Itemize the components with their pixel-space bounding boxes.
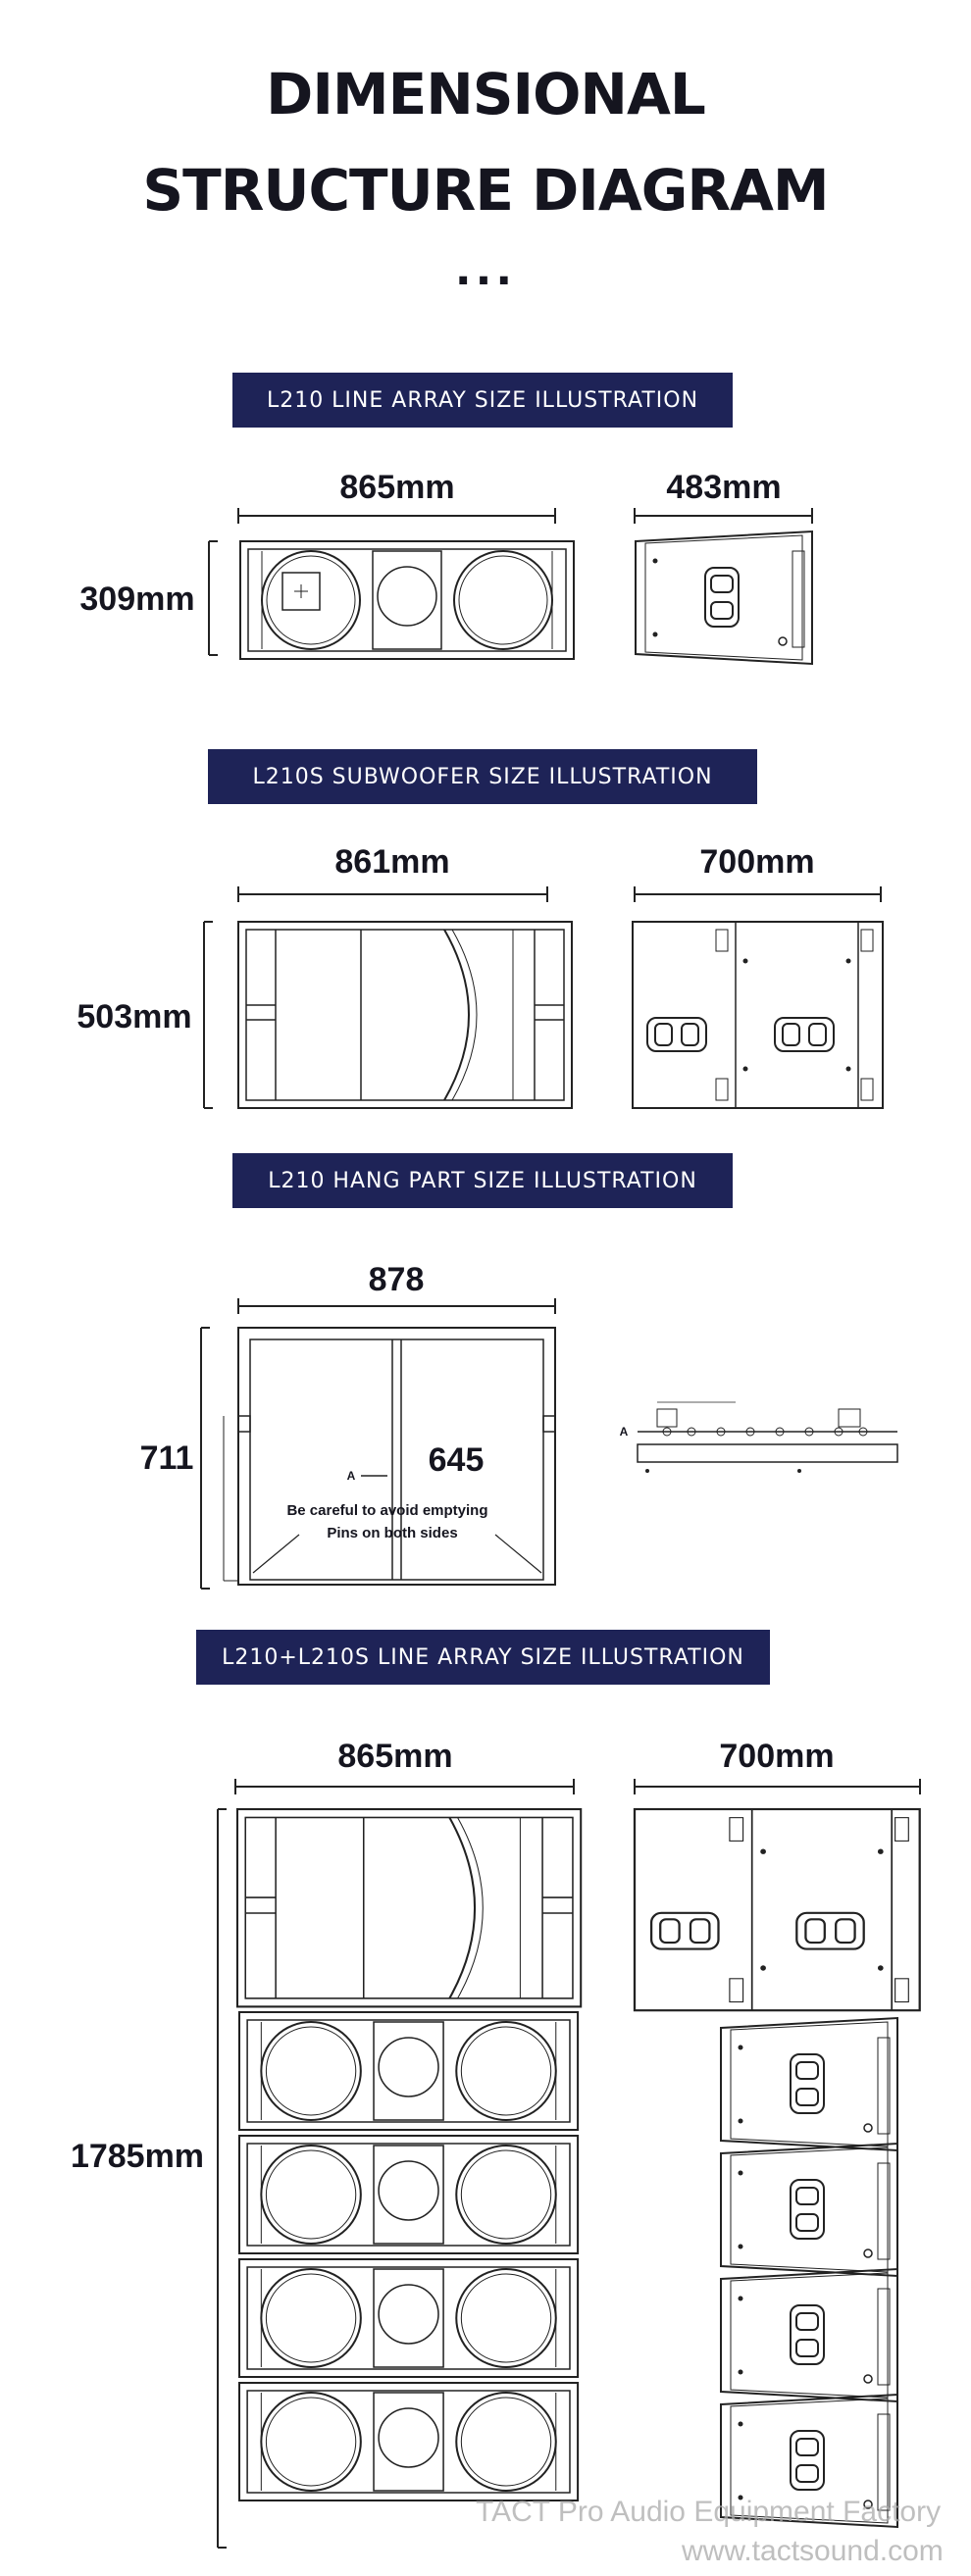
l210s-front-view xyxy=(238,922,572,1108)
page-title-line2: STRUCTURE DIAGRAM xyxy=(142,157,829,224)
l210s-height-dimension xyxy=(204,922,213,1108)
l210s-width-dimension xyxy=(238,886,547,902)
banner-l210: L210 LINE ARRAY SIZE ILLUSTRATION xyxy=(232,373,733,428)
l210s-depth-label: 700mm xyxy=(699,843,815,881)
combo-height-label: 1785mm xyxy=(70,2138,205,2175)
combo-side-stack xyxy=(635,1809,920,2527)
banner-l210s: L210S SUBWOOFER SIZE ILLUSTRATION xyxy=(208,749,757,804)
watermark-line1: TACT Pro Audio Equipment Factory xyxy=(476,2496,942,2528)
l210-front-view xyxy=(240,541,574,659)
hang-side-marker-a: A xyxy=(619,1425,629,1439)
hang-marker-a: A xyxy=(346,1469,356,1483)
l210-height-dimension xyxy=(209,541,218,655)
l210-width-label: 865mm xyxy=(339,469,455,506)
hang-height-label: 711 xyxy=(139,1440,194,1477)
title-ellipsis: ... xyxy=(454,245,517,295)
l210-height-label: 309mm xyxy=(79,581,195,618)
hang-side-bar-drawing xyxy=(638,1402,897,1473)
hang-width-dimension xyxy=(238,1298,555,1314)
hang-note-line2: Pins on both sides xyxy=(327,1525,458,1541)
hang-note-line1: Be careful to avoid emptying xyxy=(286,1502,488,1519)
page-title-line1: DIMENSIONAL xyxy=(266,61,705,127)
hang-inner-label: 645 xyxy=(428,1441,485,1479)
hang-width-label: 878 xyxy=(368,1261,425,1298)
l210-depth-label: 483mm xyxy=(666,469,782,506)
banner-combo: L210+L210S LINE ARRAY SIZE ILLUSTRATION xyxy=(196,1630,770,1685)
hang-frame-drawing xyxy=(224,1328,555,1585)
combo-height-dimension xyxy=(218,1809,227,2548)
l210-depth-dimension xyxy=(635,508,812,524)
combo-depth-dimension xyxy=(635,1779,920,1794)
combo-width-dimension xyxy=(235,1779,574,1794)
combo-front-stack xyxy=(237,1809,581,2500)
l210s-width-label: 861mm xyxy=(334,843,450,881)
combo-depth-label: 700mm xyxy=(719,1738,835,1775)
l210-side-view xyxy=(636,531,812,664)
watermark-line2: www.tactsound.com xyxy=(682,2535,944,2567)
hang-height-dimension xyxy=(201,1328,210,1589)
combo-width-label: 865mm xyxy=(337,1738,453,1775)
banner-hang: L210 HANG PART SIZE ILLUSTRATION xyxy=(232,1153,733,1208)
l210s-side-view xyxy=(633,922,883,1108)
l210-width-dimension xyxy=(238,508,555,524)
l210s-depth-dimension xyxy=(635,886,881,902)
l210s-height-label: 503mm xyxy=(77,998,192,1035)
